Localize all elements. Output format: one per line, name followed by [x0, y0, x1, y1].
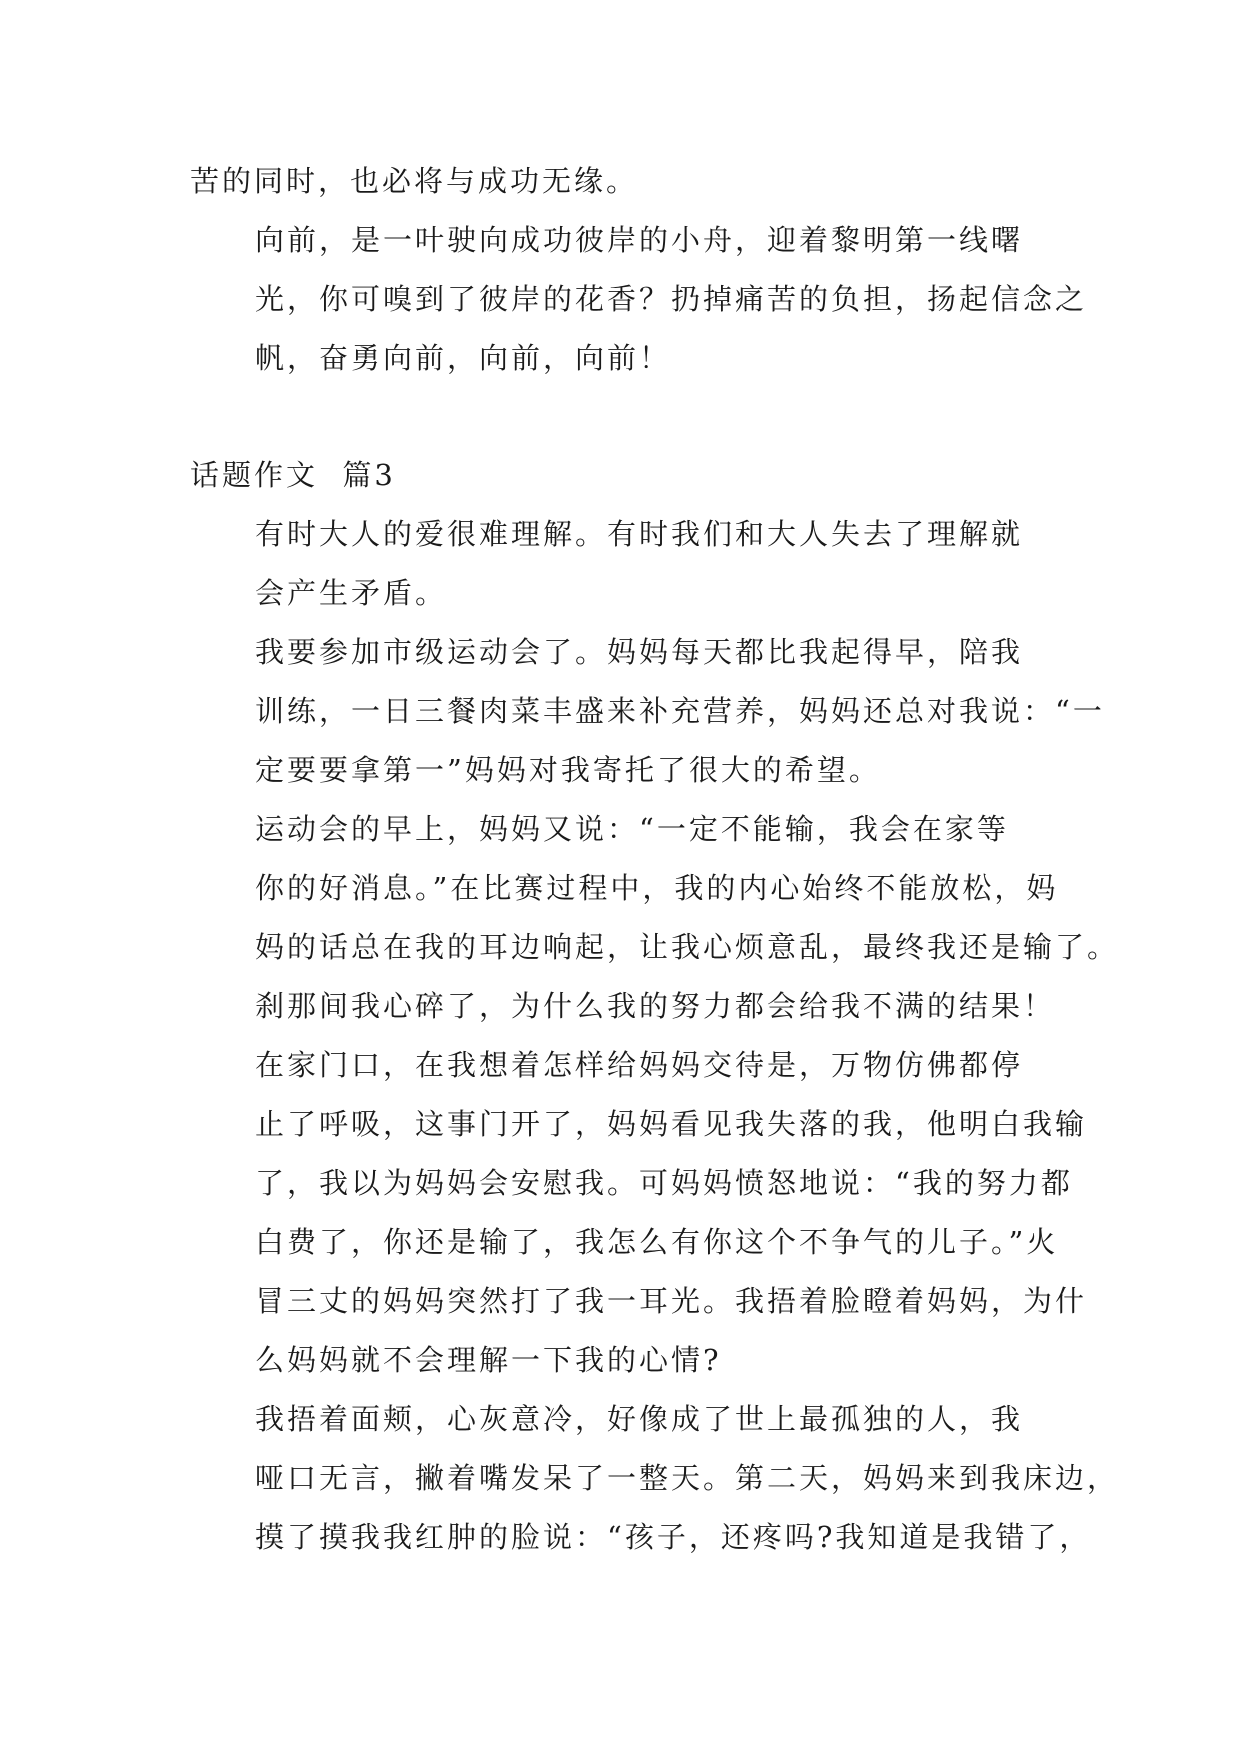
- previous-essay-ending: [190, 152, 1088, 388]
- text-line: 训练，一日三餐肉菜丰盛来补充营养，妈妈还总对我说：“一: [255, 694, 1105, 728]
- text-line: 有时大人的爱很难理解。有时我们和大人失去了理解就: [255, 517, 1024, 551]
- text-line: 向前，是一叶驶向成功彼岸的小舟，迎着黎明第一线曙: [255, 223, 1024, 257]
- text-line: 白费了，你还是输了，我怎么有你这个不争气的儿子。”火: [255, 1225, 1059, 1259]
- text-line: 我要参加市级运动会了。妈妈每天都比我起得早，陪我: [255, 635, 1024, 669]
- text-line: 定要要拿第一”妈妈对我寄托了很大的希望。: [255, 753, 881, 787]
- paragraph: [190, 1390, 1120, 1567]
- text-line: 么妈妈就不会理解一下我的心情?: [255, 1343, 722, 1377]
- text-line: 哑口无言，撇着嘴发呆了一整天。第二天，妈妈来到我床边，: [255, 1461, 1120, 1495]
- text-line: 刹那间我心碎了，为什么我的努力都会给我不满的结果！: [255, 989, 1056, 1023]
- text-line: 冒三丈的妈妈突然打了我一耳光。我捂着脸瞪着妈妈，为什: [255, 1284, 1088, 1318]
- text-line: 运动会的早上，妈妈又说：“一定不能输，我会在家等: [255, 812, 1009, 846]
- text-line: 止了呼吸，这事门开了，妈妈看见我失落的我，他明白我输: [255, 1107, 1088, 1141]
- text-line: 在家门口，在我想着怎样给妈妈交待是，万物仿佛都停: [255, 1048, 1024, 1082]
- text-line: 了，我以为妈妈会安慰我。可妈妈愤怒地说：“我的努力都: [255, 1166, 1073, 1200]
- paragraph: [190, 623, 1105, 800]
- text-line: 摸了摸我我红肿的脸说：“孩子，还疼吗?我知道是我错了，: [255, 1520, 1092, 1554]
- section-heading: [190, 446, 1050, 505]
- paragraph: [190, 152, 1050, 211]
- essay-section: [190, 446, 1120, 1567]
- heading-text: 话题作文 篇3: [190, 458, 396, 492]
- text-line: 帆，奋勇向前，向前，向前！: [255, 341, 672, 375]
- paragraph: [190, 800, 1120, 1036]
- text-line: 妈的话总在我的耳边响起，让我心烦意乱，最终我还是输了。: [255, 930, 1120, 964]
- paragraph: [190, 1036, 1088, 1390]
- text-line: 苦的同时，也必将与成功无缘。: [190, 164, 639, 198]
- text-line: 光，你可嗅到了彼岸的花香？扔掉痛苦的负担，扬起信念之: [255, 282, 1088, 316]
- text-line: 我捂着面颊，心灰意冷，好像成了世上最孤独的人，我: [255, 1402, 1024, 1436]
- text-line: 会产生矛盾。: [255, 576, 448, 610]
- text-line: 你的好消息。”在比赛过程中，我的内心始终不能放松，妈: [255, 871, 1059, 905]
- paragraph: [190, 211, 1088, 388]
- paragraph: [190, 505, 1050, 623]
